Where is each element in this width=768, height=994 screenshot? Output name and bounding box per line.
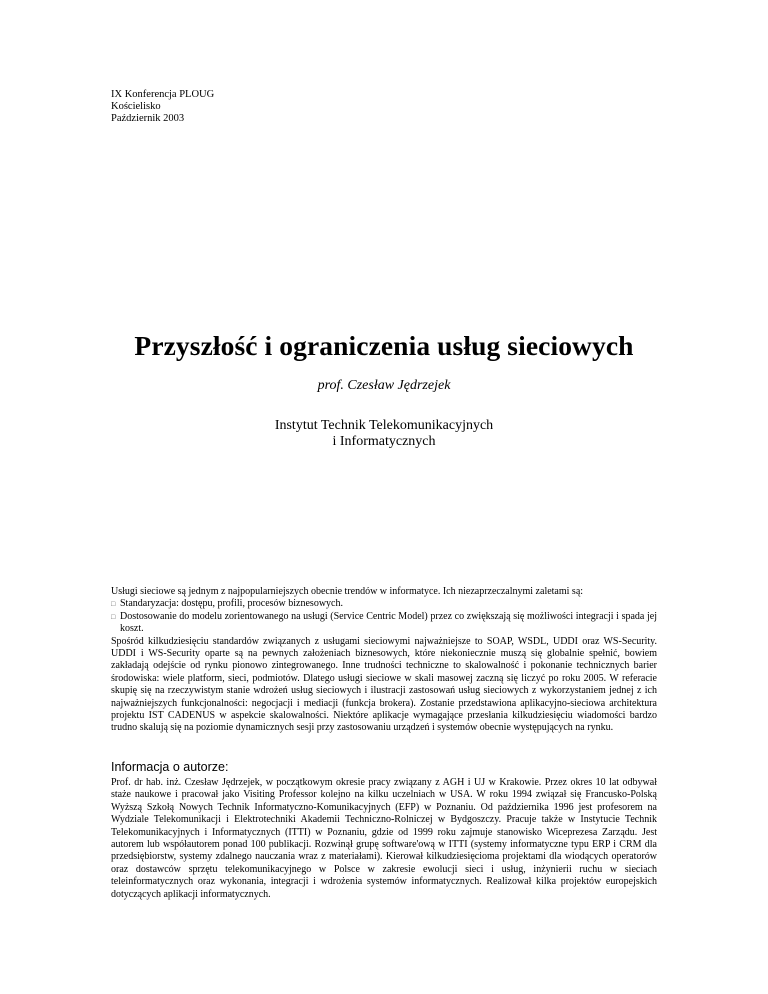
bullet-marker-icon: □ (111, 600, 116, 609)
about-author-text: Prof. dr hab. inż. Czesław Jędrzejek, w początkowym okresie pracy związany z AGH i UJ w Krakowie. Przez okres 10 lat odbywał staże naukowe i pracował jako Visiting Professor kolejno na kilku uczelniach w USA. W roku 1994 związał się Francusko-Polską Wyższą Szkołą Nowych Technik Informatyczno-Komunikacyjnych (EFP) w Poznaniu. Od października 1996 jest profesorem na Wydziale Telekomunikacji i Elektrotechniki Akademii Techniczno-Rolniczej w Bydgoszczy. Pracuje także w Instytucie Technik Telekomunikacyjnych i Informatycznych (ITTI) w Poznaniu, gdzie od 1999 roku zajmuje stanowisko Wiceprezesa Zarządu. Jest autorem lub współautorem ponad 100 publikacji. Rozwinął grupę software'ową w ITTI (systemy informatyczne typu ERP i CRM dla przedsiębiorstw, systemy zdalnego nauczania wraz z materiałami). Kierował kilkudziesięcioma projektami dla wiodących operatorów oraz dostawców sprzętu telekomunikacyjnego w Polsce w zakresie ewolucji sieci i usług, inżynierii ruchu w sieciach teleinformatycznych oraz wykonania, integracji i wdrożenia systemów informatycznych. Realizował kilka projektów europejskich dotyczących aplikacji informatycznych. (111, 777, 657, 900)
conference-name: IX Konferencja PLOUG (111, 89, 215, 100)
abstract-bullet-text: Standaryzacja: dostępu, profili, procesów biznesowych. (120, 598, 343, 610)
conference-date: Październik 2003 (111, 113, 185, 125)
bullet-marker-icon: □ (111, 612, 116, 621)
abstract-bullet-text: Dostosowanie do modelu zorientowanego na usługi (Service Centric Model) przez co zwiększają się możliwości integracji i spada jej koszt. (120, 610, 657, 635)
abstract-bullet (111, 611, 657, 636)
conference-location: Kościelisko (111, 101, 161, 113)
paper-title: Przyszłość i ograniczenia usług sieciowych (134, 330, 634, 361)
affiliation-line-2: i Informatycznych (332, 434, 436, 449)
abstract-body: Spośród kilkudziesięciu standardów związanych z usługami sieciowymi najważniejsze to SOAP, WSDL, UDDI oraz WS-Security. UDDI i WS-Security oparte są na pewnych założeniach biznesowych, które niekoniecznie muszą się globalnie spełnić, bowiem zakładają odejście od rynku pionowo zintegrowanego. Inne trudności techniczne to skalowalność i pokonanie technicznych barier środowiska: wiele platform, sieci, podmiotów. Dlatego usługi sieciowe w skali masowej zaczną się liczyć po roku 2005. W referacie skupię się na rzeczywistym stanie wdrożeń usług sieciowych i ilustracji zastosowań usług sieciowych z wykorzystaniem jednej z ich najważniejszych funkcjonalności: negocjacji i mediacji (funkcja brokera). Zostanie przedstawiona aplikacyjno-sieciowa architektura projektu IST CADENUS w aspekcie skalowalności. Niektóre aplikacje wymagające przesłania kilkudziesięciu wiadomości bardzo trudno skalują się na poziomie dynamicznych sesji przy zastosowaniu urządzeń i systemów obecnie występujących na rynku. (111, 635, 657, 734)
abstract-bullet (111, 598, 657, 610)
conference-header (111, 89, 214, 126)
about-author-heading: Informacja o autorze: (111, 760, 229, 774)
paper-author: prof. Czesław Jędrzejek (317, 378, 451, 393)
abstract (111, 586, 657, 735)
author-affiliation (0, 418, 768, 450)
abstract-intro: Usługi sieciowe są jednym z najpopularniejszych obecnie trendów w informatyce. Ich niezaprzeczalnymi zaletami są: (111, 586, 584, 597)
affiliation-line-1: Instytut Technik Telekomunikacyjnych (274, 418, 494, 433)
